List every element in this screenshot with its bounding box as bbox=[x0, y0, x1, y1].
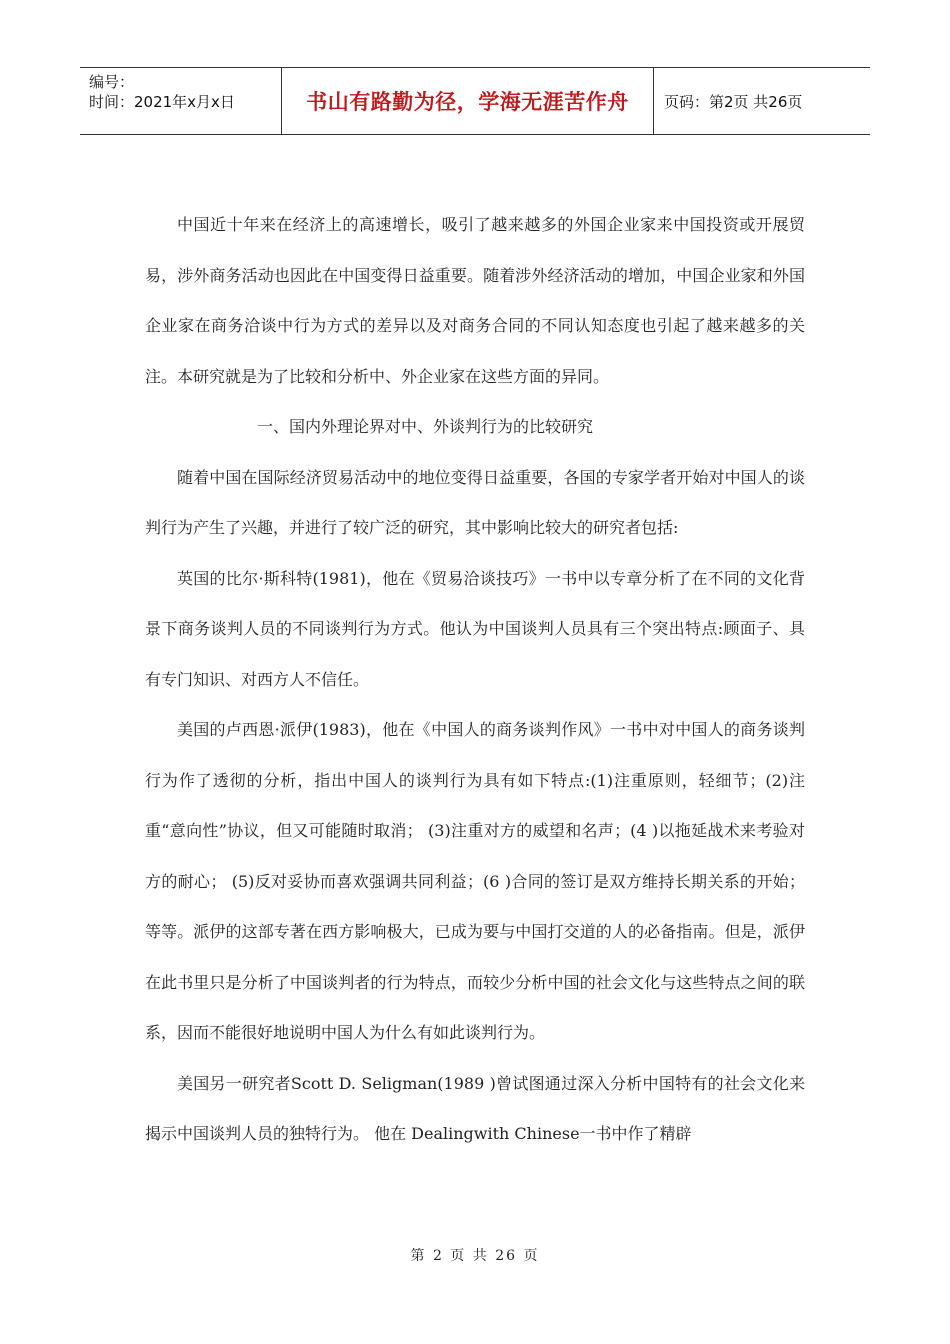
document-body bbox=[145, 200, 805, 1160]
page-footer: 第 2 页 共 26 页 bbox=[410, 1248, 540, 1264]
document-number: 编号： bbox=[89, 73, 135, 91]
header-motto: 书山有路勤为径，学海无涯苦作舟 bbox=[282, 68, 654, 134]
header-meta bbox=[80, 68, 282, 134]
paragraph-seligman: 美国另一研究者Scott D. Seligman(1989 )曾试图通过深入分析中国特有的社会文化来揭示中国谈判人员的独特行为。 他在 Dealingwith Chinese一书中作了精辟 bbox=[145, 1073, 805, 1143]
paragraph-intro: 中国近十年来在经济上的高速增长，吸引了越来越多的外国企业家来中国投资或开展贸易，涉外商务活动也因此在中国变得日益重要。随着涉外经济活动的增加，中国企业家和外国企业家在商务洽谈中行为方式的差异以及对商务合同的不同认知态度也引起了越来越多的关注。本研究就是为了比较和分析中、外企业家在这些方面的异同。 bbox=[145, 215, 805, 386]
section-heading: 一、国内外理论界对中、外谈判行为的比较研究 bbox=[257, 417, 594, 436]
paragraph-research-overview: 随着中国在国际经济贸易活动中的地位变得日益重要，各国的专家学者开始对中国人的谈判行为产生了兴趣，并进行了较广泛的研究，其中影响比较大的研究者包括: bbox=[145, 467, 805, 537]
document-date: 时间：2021年x月x日 bbox=[89, 93, 235, 111]
paragraph-pye: 美国的卢西恩·派伊(1983)，他在《中国人的商务谈判作风》一书中对中国人的商务谈判行为作了透彻的分析，指出中国人的谈判行为具有如下特点:(1)注重原则，轻细节；(2)注重“意向性”协议，但又可能随时取消； (3)注重对方的威望和名声；(4 )以拖延战术来考验对方的耐心； (5)反对妥协而喜欢强调共同利益；(6 )合同的签订是双方维持长期关系的开始；等等。派伊的这部专著在西方影响极大，已成为要与中国打交道的人的必备指南。但是，派伊在此书里只是分析了中国谈判者的行为特点，而较少分析中国的社会文化与这些特点之间的联系，因而不能很好地说明中国人为什么有如此谈判行为。 bbox=[145, 720, 805, 1042]
header-page-info: 页码：第2页 共26页 bbox=[664, 92, 803, 111]
page-header bbox=[80, 67, 870, 135]
paragraph-scott: 英国的比尔·斯科特(1981)，他在《贸易洽谈技巧》一书中以专章分析了在不同的文化背景下商务谈判人员的不同谈判行为方式。他认为中国谈判人员具有三个突出特点:顾面子、具有专门知识、对西方人不信任。 bbox=[145, 568, 805, 689]
